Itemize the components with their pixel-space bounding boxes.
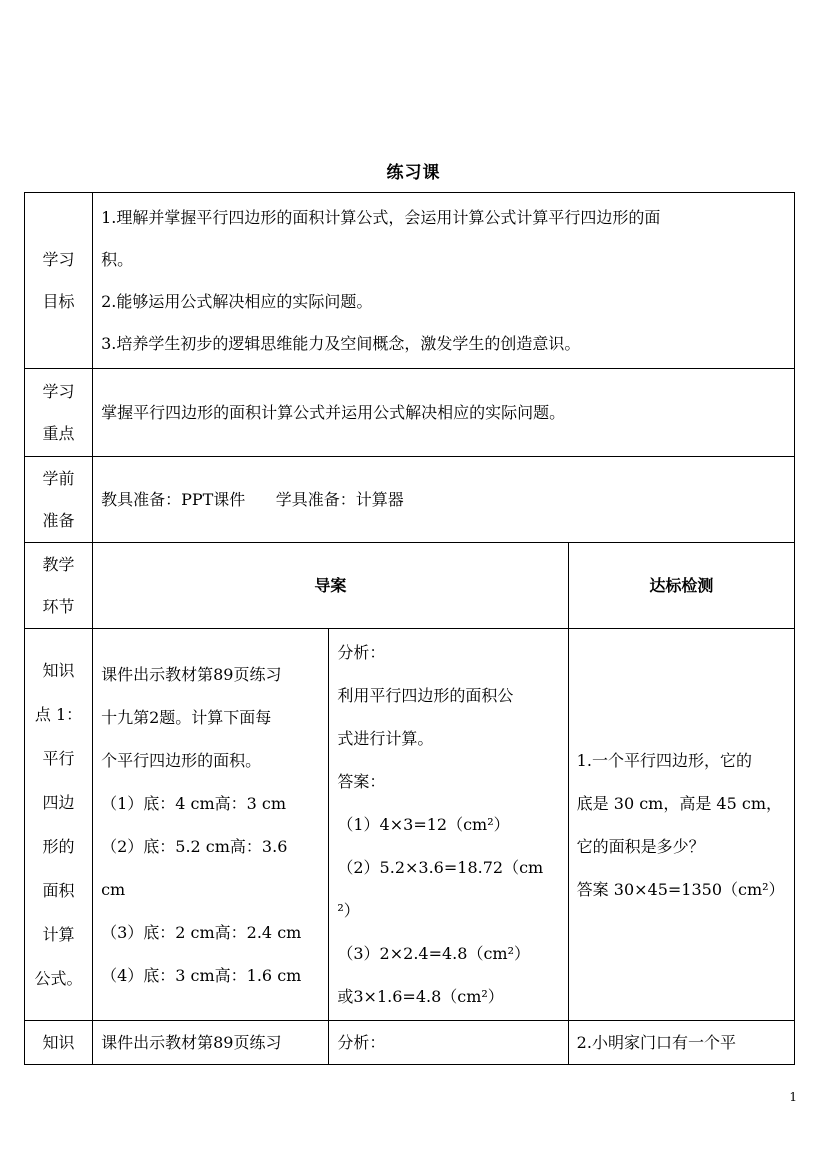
knowledge-2-guide: 课件出示教材第89页练习 — [93, 1021, 329, 1065]
knowledge-1-analysis: 分析： 利用平行四边形的面积公 式进行计算。 答案： （1）4×3=12（cm²） （2）5.2×3.6=18.72（cm ²） （3）2×2.4=4.8（cm²） 或3×1.6=4.8（cm²） — [329, 629, 568, 1021]
goals-label: 学习 目标 — [25, 193, 93, 369]
guide-header: 导案 — [93, 543, 569, 629]
goals-content — [93, 193, 795, 369]
focus-label: 学习 重点 — [25, 369, 93, 457]
focus-content: 掌握平行四边形的面积计算公式并运用公式解决相应的实际问题。 — [93, 369, 795, 457]
goal-line: 积。 — [101, 249, 134, 269]
section-label: 教学 环节 — [25, 543, 93, 629]
knowledge-1-label: 知识 点 1： 平行 四边 形的 面积 计算 公式。 — [25, 629, 93, 1021]
lesson-table — [24, 192, 795, 1065]
knowledge-2-check: 2.小明家门口有一个平 — [568, 1021, 794, 1065]
page-number: 1 — [789, 1090, 797, 1104]
goals-row — [25, 193, 795, 369]
focus-row — [25, 369, 795, 457]
prep-content: 教具准备：PPT课件 学具准备：计算器 — [93, 457, 795, 543]
knowledge-2-label: 知识 — [25, 1021, 93, 1065]
knowledge-1-row — [25, 629, 795, 1021]
header-row — [25, 543, 795, 629]
goal-line: 2.能够运用公式解决相应的实际问题。 — [101, 291, 373, 311]
page-title: 练习课 — [386, 163, 441, 183]
knowledge-2-analysis: 分析： — [329, 1021, 568, 1065]
prep-row — [25, 457, 795, 543]
goal-line: 1.理解并掌握平行四边形的面积计算公式，会运用计算公式计算平行四边形的面 — [101, 207, 661, 227]
knowledge-1-check: 1.一个平行四边形，它的 底是 30 cm，高是 45 cm， 它的面积是多少？ 答案 30×45=1350（cm²） — [568, 629, 794, 1021]
knowledge-2-row — [25, 1021, 795, 1065]
goal-line: 3.培养学生初步的逻辑思维能力及空间概念，激发学生的创造意识。 — [101, 333, 581, 353]
prep-label: 学前 准备 — [25, 457, 93, 543]
knowledge-1-guide: 课件出示教材第89页练习 十九第2题。计算下面每 个平行四边形的面积。 （1）底：4 cm高：3 cm （2）底：5.2 cm高：3.6 cm （3）底：2 cm高：2.4 cm （4）底：3 cm高：1.6 cm — [93, 629, 329, 1021]
check-header: 达标检测 — [568, 543, 794, 629]
